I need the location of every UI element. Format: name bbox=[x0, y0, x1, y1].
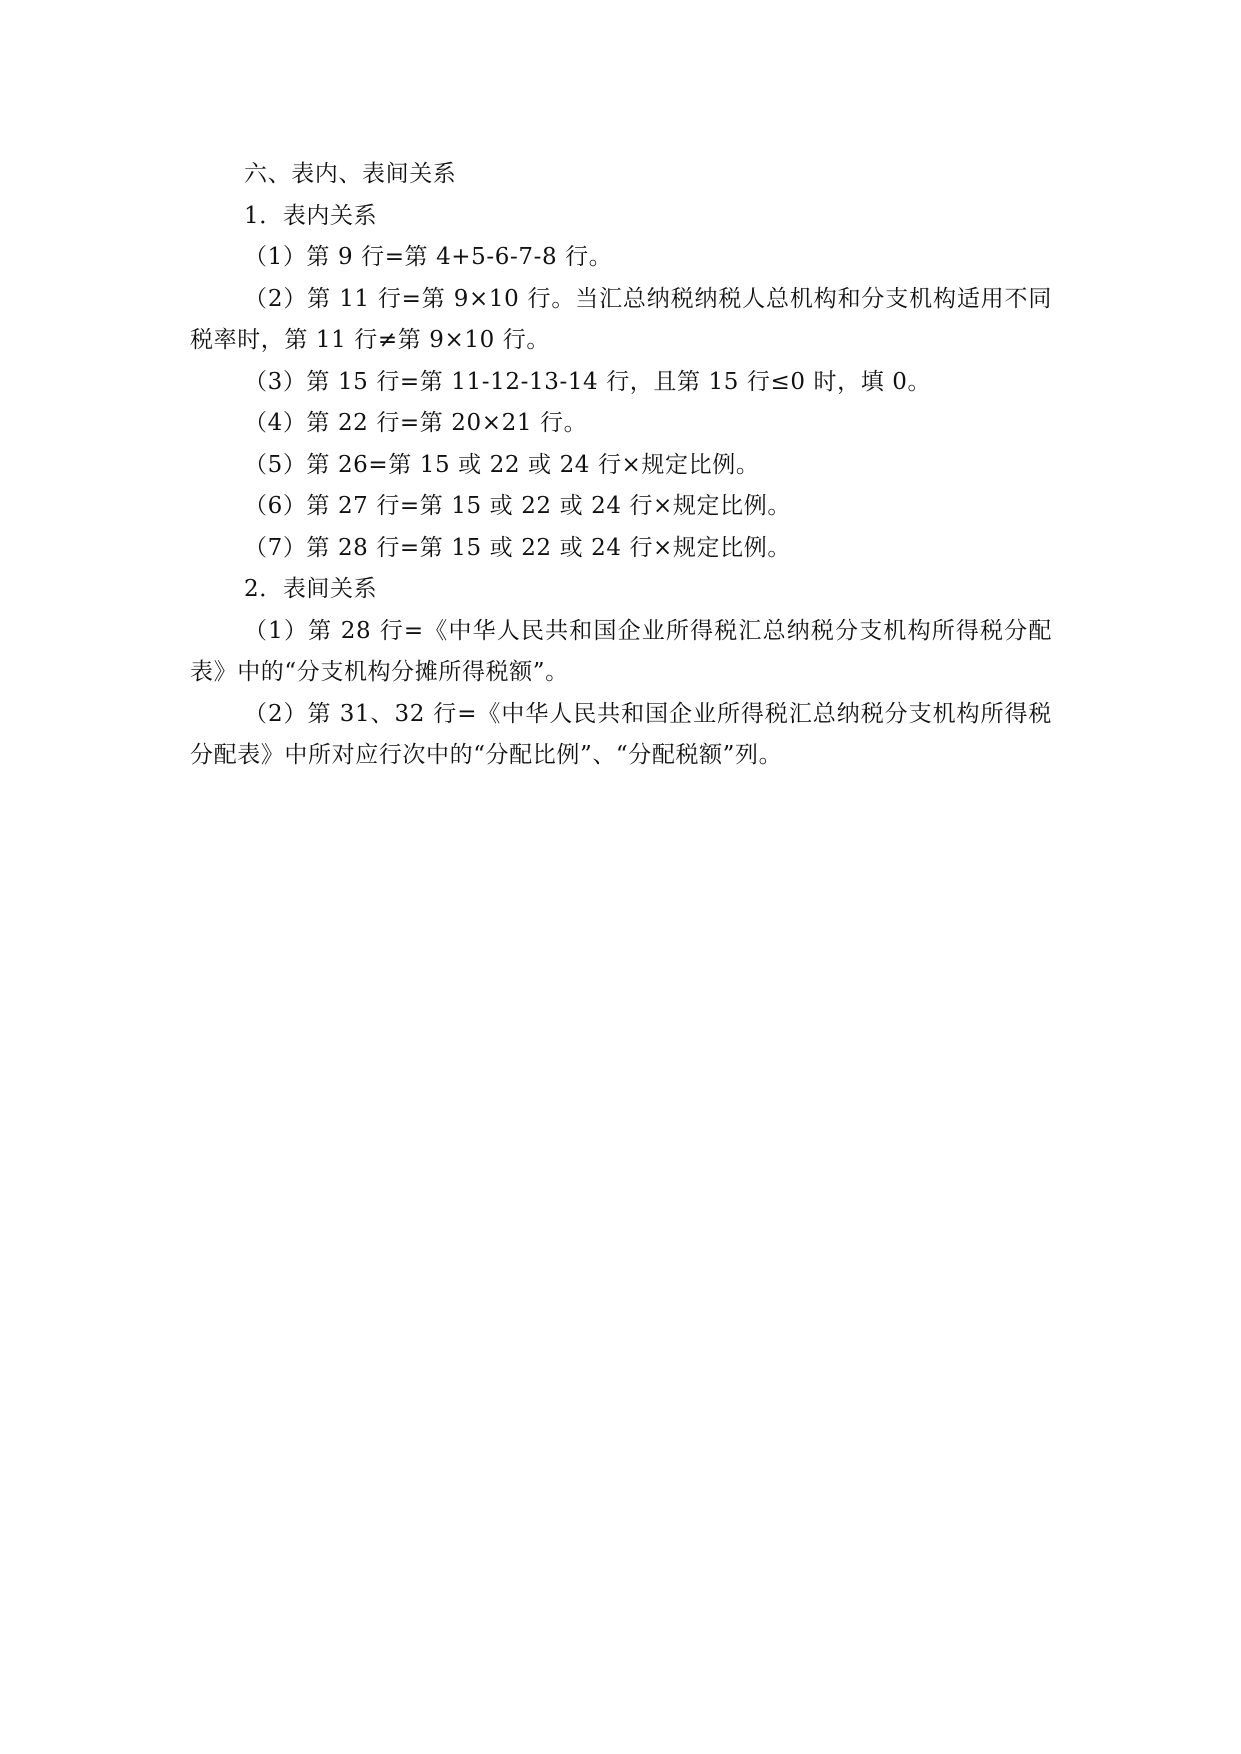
document-body bbox=[190, 154, 1052, 777]
internal-relation-item-4: （4）第 22 行=第 20×21 行。 bbox=[244, 410, 588, 436]
internal-relation-item-3: （3）第 15 行=第 11-12-13-14 行，且第 15 行≤0 时，填 0。 bbox=[244, 368, 932, 395]
internal-relation-item-2: （2）第 11 行=第 9×10 行。当汇总纳税纳税人总机构和分支机构适用不同税率时，第 11 行≠第 9×10 行。 bbox=[190, 285, 1052, 353]
cross-table-relation-item-1: （1）第 28 行=《中华人民共和国企业所得税汇总纳税分支机构所得税分配表》中的“分支机构分摊所得税额”。 bbox=[190, 617, 1052, 685]
subsection-title-cross-table: 2．表间关系 bbox=[244, 576, 378, 602]
internal-relation-item-6: （6）第 27 行=第 15 或 22 或 24 行×规定比例。 bbox=[244, 493, 791, 519]
section-title: 六、表内、表间关系 bbox=[244, 161, 457, 187]
internal-relation-item-5: （5）第 26=第 15 或 22 或 24 行×规定比例。 bbox=[244, 451, 760, 478]
subsection-title-internal: 1．表内关系 bbox=[244, 202, 378, 229]
cross-table-relation-item-2: （2）第 31、32 行=《中华人民共和国企业所得税汇总纳税分支机构所得税分配表》中所对应行次中的“分配比例”、“分配税额”列。 bbox=[190, 700, 1052, 768]
internal-relation-item-7: （7）第 28 行=第 15 或 22 或 24 行×规定比例。 bbox=[244, 534, 791, 561]
internal-relation-item-1: （1）第 9 行=第 4+5-6-7-8 行。 bbox=[244, 244, 613, 270]
